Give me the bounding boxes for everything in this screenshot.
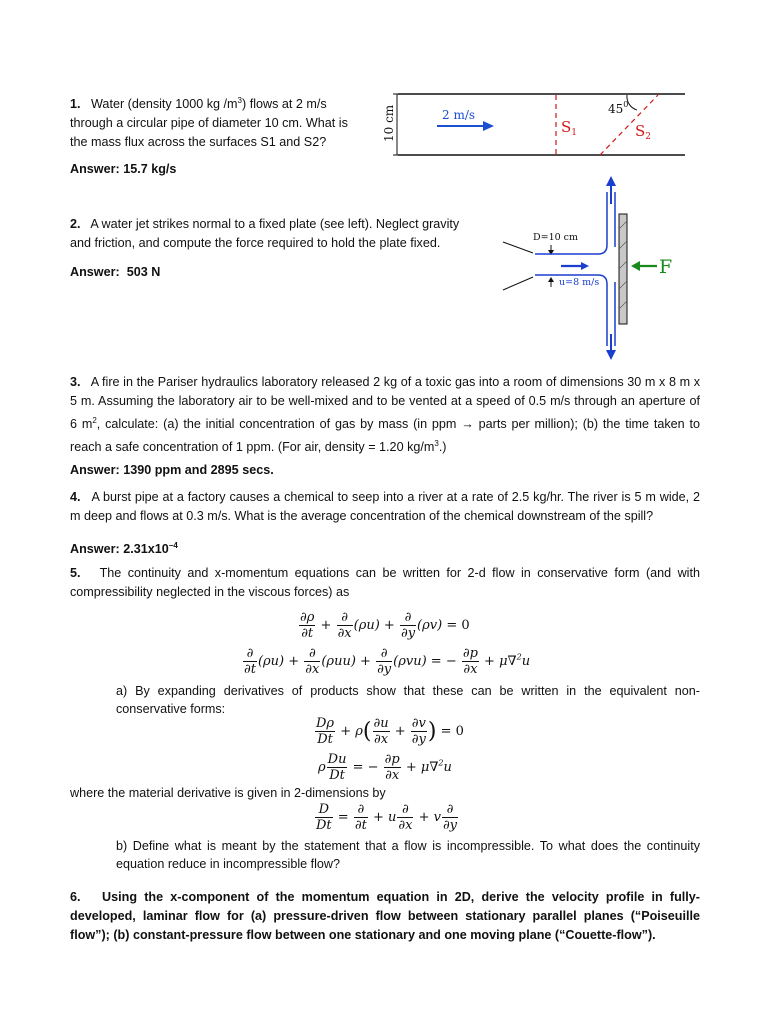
diameter-arrowhead-bottom (548, 277, 554, 282)
q3-text (70, 373, 700, 457)
q4-answer (70, 536, 178, 559)
surface-s1-label (561, 118, 577, 138)
force-arrowhead (631, 261, 640, 271)
q6-body: Using the x-component of the momentum equation in 2D, derive the velocity profile in fully-developed, laminar flow for (a) pressure-driven flow between stationary parallel planes (“Poiseuille flow”); (b) constant-pressure flow between one stationary and one moving plane (“Couette-flow”). (70, 890, 700, 942)
q4-answer-label: Answer: (70, 542, 120, 557)
diameter-label: D=10 cm (533, 232, 579, 243)
q3-answer-label: Answer: (70, 463, 120, 477)
q1-line1a: Water (density 1000 kg /m (91, 97, 238, 112)
q3-sup1: 2 (92, 416, 97, 425)
q3-answer-value: 1390 ppm and 2895 secs. (123, 463, 274, 477)
q1-answer (70, 160, 176, 179)
jet-velocity-arrowhead (581, 262, 589, 270)
s1-letter: S (561, 118, 572, 136)
angle-label (608, 100, 628, 116)
q3-text-part3: .) (438, 440, 447, 455)
pipe-figure (380, 82, 690, 164)
q4-body: A burst pipe at a factory causes a chemical to seep into a river at a rate of 2.5 kg/hr. The river is 5 m wide, 2 m deep and flows at 0.3 m/s. What is the average concentration of the chemical downstream of the spill? (70, 490, 700, 523)
angle-value: 45 (608, 102, 624, 116)
q3-answer (70, 461, 274, 480)
q3-text-part1: A fire in the Pariser hydraulics laboratory released 2 kg of a toxic gas into a room of dimensions 30 m x 8 m x 5 m. Assuming the laboratory air to be well-mixed and to be vented at a speed of 0.5 m/s through an aperture of 6 m (70, 375, 701, 432)
s2-subscript: 2 (645, 132, 652, 142)
q1-answer-label: Answer: (70, 162, 120, 176)
q3-sup2: 3 (434, 439, 439, 449)
s1-subscript: 1 (571, 128, 578, 138)
q5-part-a: a) By expanding derivatives of products show that these can be written in the equivalent non-conservative forms: (116, 684, 700, 716)
equation-momentum-nonconservative: ρ $\frac{Du}{Dt}$ = − $\frac{\partial p}{\partial x}$ + μ∇$^2$u (318, 752, 452, 783)
force-label: F (659, 256, 673, 278)
q5-text (70, 564, 700, 602)
velocity-arrow-head (483, 121, 494, 131)
jet-stream-upper (535, 192, 607, 254)
q5-part-b: b) Define what is meant by the statement that a flow is incompressible. To what does the continuity equation reduce in incompressible flow? (116, 839, 700, 871)
surface-s2-label (635, 122, 651, 142)
q3-text-part2: , calculate: (a) the initial concentration of gas by mass (in ppm → parts per million); (b) the time taken to reach a safe concentration of 1 ppm. (For air, density = 1.20 kg/m (70, 417, 701, 455)
q5-body: The continuity and x-momentum equations can be written for 2-d flow in conservative form (and with compressibility neglected in the viscous forces) as (70, 566, 700, 599)
diameter-label: 10 cm (382, 104, 396, 142)
equation-material-derivative: $\frac{D}{Dt}$ = $\frac{\partial}{\partial t}$ + u $\frac{\partial}{\partial x}$ + v $\frac{\partial}{\partial y}$ (316, 802, 458, 833)
q2-text (70, 215, 490, 253)
q2-answer-value: 503 N (126, 265, 161, 279)
q1-line2: through a circular pipe of diameter 10 cm. What is (70, 116, 348, 131)
flow-down-arrowhead (606, 350, 616, 360)
jet-figure (495, 174, 695, 366)
nozzle-bottom-wall (503, 277, 533, 290)
flow-up-arrowhead (606, 176, 616, 186)
q1-number: 1. (70, 97, 81, 112)
q4-answer-exponent: −4 (168, 541, 178, 550)
velocity-label: u=8 m/s (559, 277, 600, 288)
q1-line3: the mass flux across the surfaces S1 and S2? (70, 135, 327, 150)
nozzle-top-wall (503, 242, 533, 253)
angle-arc (627, 95, 637, 110)
q2-answer-label: Answer: (70, 265, 120, 279)
q1-text (70, 91, 370, 152)
q4-number: 4. (70, 490, 81, 504)
q5-material-derivative-text: where the material derivative is given in 2-dimensions by (70, 786, 386, 800)
q2-answer (70, 263, 160, 282)
equation-momentum-conservative: $\frac{\partial}{\partial t}$ (ρu) + $\frac{\partial}{\partial x}$ (ρuu) + $\frac{\partial}{\partial y}$ (ρvu) = − $\frac{\partial p}{\partial x}$ + μ∇$^2$u (244, 646, 531, 677)
angle-degree: 0 (623, 100, 629, 109)
equation-continuity-nonconservative: $\frac{D\rho}{Dt}$ + ρ( $\frac{\partial u}{\partial x}$ + $\frac{\partial v}{\partial y}$ ) = 0 (316, 716, 464, 747)
q6-text (70, 888, 700, 945)
q2-number: 2. (70, 217, 81, 231)
velocity-label: 2 m/s (442, 108, 476, 122)
equation-continuity-conservative: $\frac{\partial\rho}{\partial t}$ + $\frac{\partial}{\partial x}$ (ρu) + $\frac{\partial}{\partial y}$ (ρv) = 0 (300, 610, 470, 641)
q1-line1b: ) flows at 2 m/s (242, 97, 327, 112)
q3-number: 3. (70, 375, 81, 389)
q1-answer-value: 15.7 kg/s (123, 162, 177, 176)
q2-line1: A water jet strikes normal to a fixed plate (see left). Neglect gravity (90, 217, 460, 231)
s2-letter: S (635, 122, 646, 140)
q5-number: 5. (70, 566, 81, 580)
q4-answer-value: 2.31x10 (123, 542, 169, 557)
q1-sup: 3 (237, 96, 242, 105)
q2-line2: and friction, and compute the force required to hold the plate fixed. (70, 236, 441, 250)
q4-text (70, 488, 700, 526)
q6-number: 6. (70, 890, 81, 904)
